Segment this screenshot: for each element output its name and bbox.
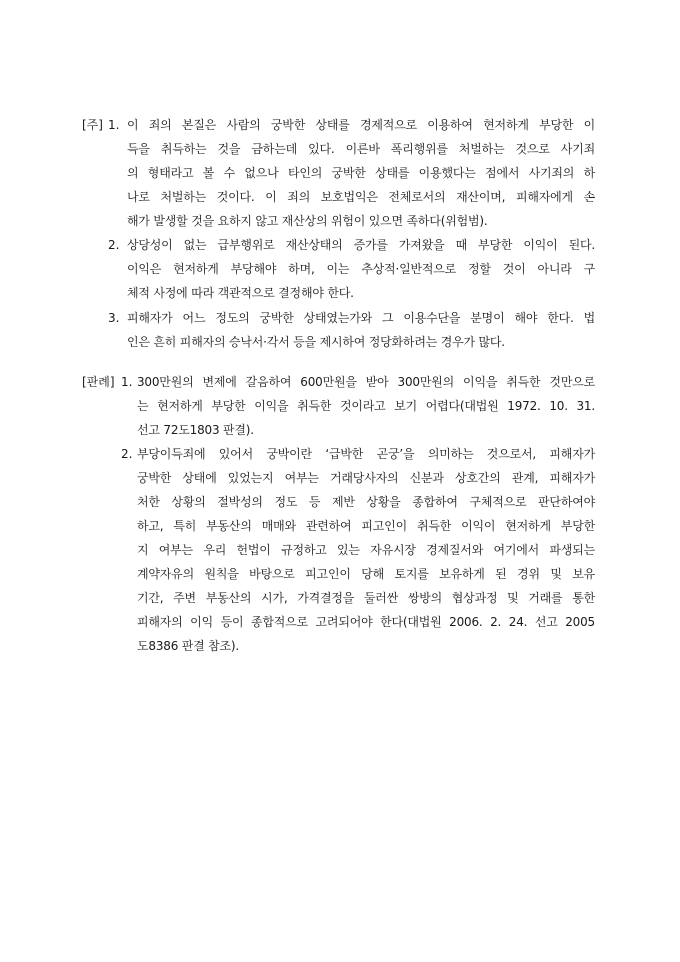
precedent-1-line-2: 는 현저하게 부당한 이익을 취득한 것이라고 보기 어렵다(대법원 1972. 10. 31. (137, 399, 595, 413)
note-2-number: 2. (108, 238, 120, 252)
note-2-line-1: 상당성이 없는 급부행위로 재산상태의 증가를 가져왔을 때 부당한 이익이 된다. (127, 238, 595, 252)
precedent-2-line-9: 도8386 판결 참조). (137, 639, 240, 653)
note-3-line-1: 피해자가 어느 정도의 궁박한 상태였는가와 그 이용수단을 분명이 해야 한다. 법 (127, 311, 595, 325)
precedent-1-line-3: 선고 72도1803 판결). (137, 423, 254, 437)
precedent-2-line-3: 처한 상황의 절박성의 정도 등 제반 상황을 종합하여 구체적으로 판단하여야 (137, 495, 595, 509)
precedent-1-line-1: 300만원의 변제에 갈음하여 600만원을 받아 300만원의 이익을 취득한 것만으로 (137, 375, 595, 389)
precedent-2-line-1: 부당이득죄에 있어서 궁박이란 ‘급박한 곤궁’을 의미하는 것으로서, 피해자가 (137, 447, 595, 461)
note-3-line-2: 인은 흔히 피해자의 승낙서·각서 등을 제시하여 정당화하려는 경우가 많다. (127, 335, 505, 349)
precedent-2-line-4: 하고, 특히 부동산의 매매와 관련하여 피고인이 취득한 이익이 현저하게 부당한 (137, 519, 595, 533)
precedent-2-line-5: 지 여부는 우리 헌법이 규정하고 있는 자유시장 경제질서와 여기에서 파생되는 (137, 543, 595, 557)
precedent-2-line-7: 기간, 주변 부동산의 시가, 가격결정을 둘러싼 쌍방의 협상과정 및 거래를 통한 (137, 591, 595, 605)
note-1-line-1: 이 죄의 본질은 사람의 궁박한 상태를 경제적으로 이용하여 현저하게 부당한 이 (127, 118, 595, 132)
note-2-line-3: 체적 사정에 따라 객관적으로 결정해야 한다. (127, 286, 354, 300)
precedent-2-line-6: 계약자유의 원칙을 바탕으로 피고인이 당해 토지를 보유하게 된 경위 및 보유 (137, 567, 595, 581)
precedents-label: [판례] (82, 375, 115, 389)
note-1-number: 1. (108, 118, 120, 132)
note-1-line-3: 의 형태라고 볼 수 없으나 타인의 궁박한 상태를 이용했다는 점에서 사기죄의 하 (127, 166, 595, 180)
precedent-2-line-8: 피해자의 이익 등이 종합적으로 고려되어야 한다(대법원 2006. 2. 24. 선고 2005 (137, 615, 595, 629)
note-1-line-2: 득을 취득하는 것을 금하는데 있다. 이른바 폭리행위를 처벌하는 것으로 사기죄 (127, 142, 595, 156)
note-3-number: 3. (108, 311, 120, 325)
note-2-line-2: 이익은 현저하게 부당해야 하며, 이는 추상적·일반적으로 정할 것이 아니라 구 (127, 262, 595, 276)
precedent-2-number: 2. (121, 447, 133, 461)
notes-label: [주] (82, 118, 103, 132)
precedent-2-line-2: 궁박한 상태에 있었는지 여부는 거래당사자의 신분과 상호간의 관계, 피해자가 (137, 471, 595, 485)
note-1-line-5: 해가 발생할 것을 요하지 않고 재산상의 위험이 있으면 족하다(위험범). (127, 214, 488, 228)
precedent-1-number: 1. (121, 375, 133, 389)
note-1-line-4: 나로 처벌하는 것이다. 이 죄의 보호법익은 전체로서의 재산이며, 피해자에게 손 (127, 190, 595, 204)
